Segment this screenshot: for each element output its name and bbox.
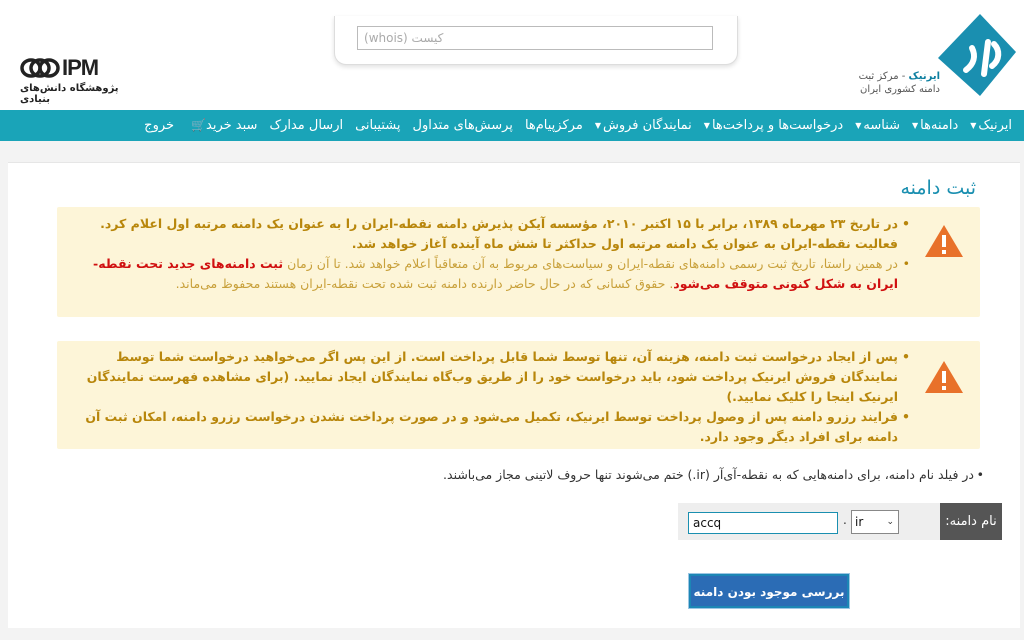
nav-requests-payments[interactable] bbox=[698, 110, 849, 141]
nav-logout-label: خروج bbox=[144, 118, 175, 133]
caret-down-icon: ▼ bbox=[970, 121, 977, 130]
domain-name-label: نام دامنه: bbox=[940, 503, 1002, 540]
nav-send-documents[interactable] bbox=[263, 110, 349, 141]
domain-dot: . bbox=[843, 513, 847, 527]
nav-faq[interactable] bbox=[407, 110, 519, 141]
tld-selected-value: ir bbox=[855, 515, 864, 529]
ipm-logo[interactable] bbox=[20, 56, 150, 105]
main-content bbox=[8, 162, 1020, 631]
logo-subtitle: - مرکز ثبت bbox=[858, 71, 909, 82]
nav-resellers[interactable] bbox=[589, 110, 698, 141]
check-availability-button[interactable]: بررسی موجود بودن دامنه » bbox=[689, 574, 849, 608]
alert-1-list bbox=[77, 214, 910, 294]
tld-select[interactable] bbox=[851, 510, 899, 534]
ipm-rings-icon bbox=[20, 57, 60, 79]
domain-form bbox=[678, 503, 1002, 540]
logo-name: ایرنیک bbox=[908, 71, 940, 82]
alert-1-item-2 bbox=[77, 254, 910, 294]
alert-1-item-2-text-b: . حقوق کسانی که در حال حاضر دارنده دامنه ثبت شده تحت نقطه-ایران هستند محفوظ می‌ماند. bbox=[175, 276, 674, 291]
warning-icon bbox=[924, 359, 964, 395]
main-navbar bbox=[0, 110, 1024, 141]
nav-cart-label: سبد خرید bbox=[206, 118, 258, 133]
nav-domains-label: دامنه‌ها bbox=[920, 118, 959, 133]
alert-2-item-1: • پس از ایجاد درخواست ثبت دامنه، هزینه آن، تنها توسط شما قابل پرداخت است. از این پس اگر می‌خواهید درخواست شما توسط نمایندگان فروش ایرنیک پرداخت شود، باید درخواست خود را از طریق وب‌گاه نمایندگان ایجاد نمایید. (برای مشاهده فهرست نمایندگان ایرنیک اینجا را کلیک نمایید.) bbox=[77, 347, 910, 407]
caret-down-icon: ▼ bbox=[703, 121, 710, 130]
ipm-logo-text: IPM bbox=[62, 55, 99, 80]
warning-icon bbox=[924, 223, 964, 259]
whois-search-input[interactable] bbox=[357, 26, 713, 50]
irnic-diamond-icon bbox=[936, 12, 1016, 98]
nav-requests-label: درخواست‌ها و پرداخت‌ها bbox=[711, 118, 844, 133]
alert-1-item-1: • در تاریخ ۲۳ مهرماه ۱۳۸۹، برابر با ۱۵ اکتبر ۲۰۱۰، مؤسسه آیکن پذیرش دامنه نقطه-ایران را به عنوان یک دامنه مرتبه اول اعلام کرد. فعالیت نقطه-ایران به عنوان یک دامنه مرتبه اول حداکثر تا شش ماه آینده آغاز خواهد شد. bbox=[77, 214, 910, 254]
page-title: ثبت دامنه bbox=[900, 177, 976, 199]
domain-name-input[interactable] bbox=[688, 512, 838, 534]
nav-messages[interactable] bbox=[519, 110, 589, 141]
ipm-subtitle: پژوهشگاه دانش‌های بنیادی bbox=[20, 83, 119, 105]
header bbox=[0, 0, 1024, 110]
nav-messages-label: مرکزپیام‌ها bbox=[524, 118, 583, 133]
cart-icon: 🛒 bbox=[191, 118, 207, 132]
alert-box-2 bbox=[57, 341, 980, 449]
caret-down-icon: ▼ bbox=[855, 121, 862, 130]
irnic-logo-text bbox=[859, 70, 940, 96]
nav-cart[interactable] bbox=[180, 110, 263, 141]
alert-box-1 bbox=[57, 207, 980, 317]
chevron-down-icon: ⌄ bbox=[886, 517, 894, 527]
nav-handle-label: شناسه bbox=[863, 118, 901, 133]
latin-chars-note: • در فیلد نام دامنه، برای دامنه‌هایی که به نقطه-آی‌آر (ir.) ختم می‌شوند تنها حروف لاتینی مجاز می‌باشند. bbox=[443, 467, 984, 482]
nav-irnic[interactable] bbox=[964, 110, 1018, 141]
nav-domains[interactable] bbox=[906, 110, 964, 141]
logo-line2: دامنه کشوری ایران bbox=[859, 84, 940, 95]
nav-support[interactable] bbox=[349, 110, 406, 141]
nav-resellers-label: نمایندگان فروش bbox=[602, 118, 692, 133]
alert-2-item-2: • فرایند رزرو دامنه پس از وصول پرداخت توسط ایرنیک، تکمیل می‌شود و در صورت پرداخت نشدن درخواست رزرو دامنه، امکان ثبت آن دامنه برای افراد دیگر وجود دارد. bbox=[77, 407, 910, 447]
alert-1-item-2-text-a: در همین راستا، تاریخ ثبت رسمی دامنه‌های نقطه-ایران و سیاست‌های مربوط به آن متعاقباً اعلام خواهد شد. تا آن زمان bbox=[283, 256, 898, 271]
nav-faq-label: پرسش‌های متداول bbox=[412, 118, 513, 133]
nav-handle[interactable] bbox=[849, 110, 906, 141]
nav-irnic-label: ایرنیک bbox=[978, 118, 1012, 133]
caret-down-icon: ▼ bbox=[594, 121, 601, 130]
alert-2-list bbox=[77, 347, 910, 447]
nav-send-docs-label: ارسال مدارک bbox=[269, 118, 344, 133]
irnic-logo[interactable] bbox=[846, 12, 1016, 100]
caret-down-icon: ▼ bbox=[912, 121, 919, 130]
nav-support-label: پشتیبانی bbox=[355, 118, 401, 133]
alert-1-item-2-highlight: ثبت دامنه‌های جدید تحت نقطه-ایران به شکل کنونی متوقف می‌شود bbox=[93, 256, 898, 291]
nav-logout[interactable] bbox=[138, 110, 180, 141]
whois-search-box bbox=[334, 16, 738, 65]
